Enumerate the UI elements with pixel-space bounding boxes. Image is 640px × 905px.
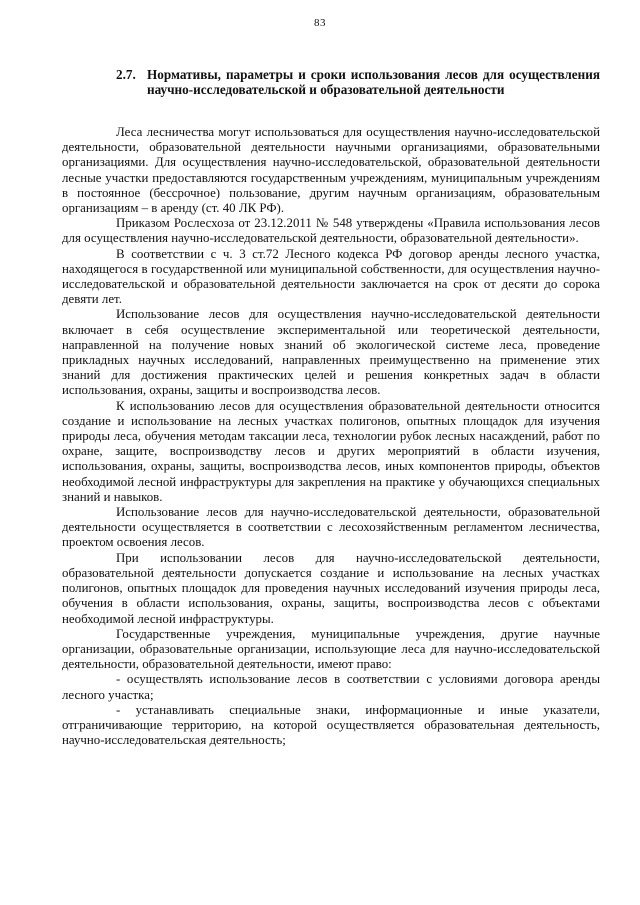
paragraph: Приказом Рослесхоза от 23.12.2011 № 548 утверждены «Правила использования лесов для осуществления научно-исследовательской деятельности, образовательной деятельности». (62, 216, 600, 246)
section-heading (116, 67, 600, 97)
paragraph: Леса лесничества могут использоваться для осуществления научно-исследовательской деятельности, образовательной деятельности научными организациями, образовательными организациями. Для осуществления научно-исследовательской, образовательной деятельности лесные участки предоставляются государственным учреждениям, муниципальным учреждениям в постоянное (бессрочное) пользование, другим научным организациям, образовательным организациям – в аренду (ст. 40 ЛК РФ). (62, 125, 600, 216)
paragraph: Использование лесов для научно-исследовательской деятельности, образовательной деятельности осуществляется в соответствии с лесохозяйственным регламентом лесничества, проектом освоения лесов. (62, 505, 600, 550)
paragraph: При использовании лесов для научно-исследовательской деятельности, образовательной деятельности допускается создание и использование на лесных участках полигонов, опытных площадок для проведения научных исследований изучения природы леса, обучения в области использования, охраны, защиты, воспроизводства лесов с объектами необходимой лесной инфраструктуры. (62, 550, 600, 626)
document-body (62, 125, 600, 748)
paragraph: В соответствии с ч. 3 ст.72 Лесного кодекса РФ договор аренды лесного участка, находящегося в государственной или муниципальной собственности, для осуществления научно-исследовательской и образовательной деятельности заключается на срок от десяти до сорока девяти лет. (62, 246, 600, 307)
list-item: - устанавливать специальные знаки, информационные и иные указатели, отграничивающие территорию, на которой осуществляется образовательная деятельность, научно-исследовательская деятельность; (62, 702, 600, 748)
paragraph: Государственные учреждения, муниципальные учреждения, другие научные организации, образовательные организации, использующие леса для научно-исследовательской деятельности, образовательной деятельности, имеют право: (62, 626, 600, 672)
section-title: Нормативы, параметры и сроки использования лесов для осуществления научно-исследовательской и образовательной деятельности (147, 67, 600, 97)
list-item: - осуществлять использование лесов в соответствии с условиями договора аренды лесного участка; (62, 672, 600, 702)
paragraph: К использованию лесов для осуществления образовательной деятельности относится создание и использование на лесных участках полигонов, опытных площадок для изучения природы леса, обучения методам таксации леса, технологии рубок лесных насаждений, работ по охране, защите, воспроизводству лесов и других мероприятий в области изучения, использования, охраны, защиты, воспроизводства лесов, иных компонентов природы, объектов необходимой лесной инфраструктуры для закрепления на практике у обучающихся специальных знаний и навыков. (62, 398, 600, 504)
section-number: 2.7. (116, 67, 136, 82)
paragraph: Использование лесов для осуществления научно-исследовательской деятельности включает в себя осуществление экспериментальной или теоретической деятельности, направленной на получение новых знаний об экологической системе леса, проведение прикладных научных исследований, направленных преимущественно на применение этих знаний для достижения практических целей и решения конкретных задач в области использования, охраны, защиты и воспроизводства лесов. (62, 307, 600, 398)
page-number: 83 (314, 17, 326, 29)
